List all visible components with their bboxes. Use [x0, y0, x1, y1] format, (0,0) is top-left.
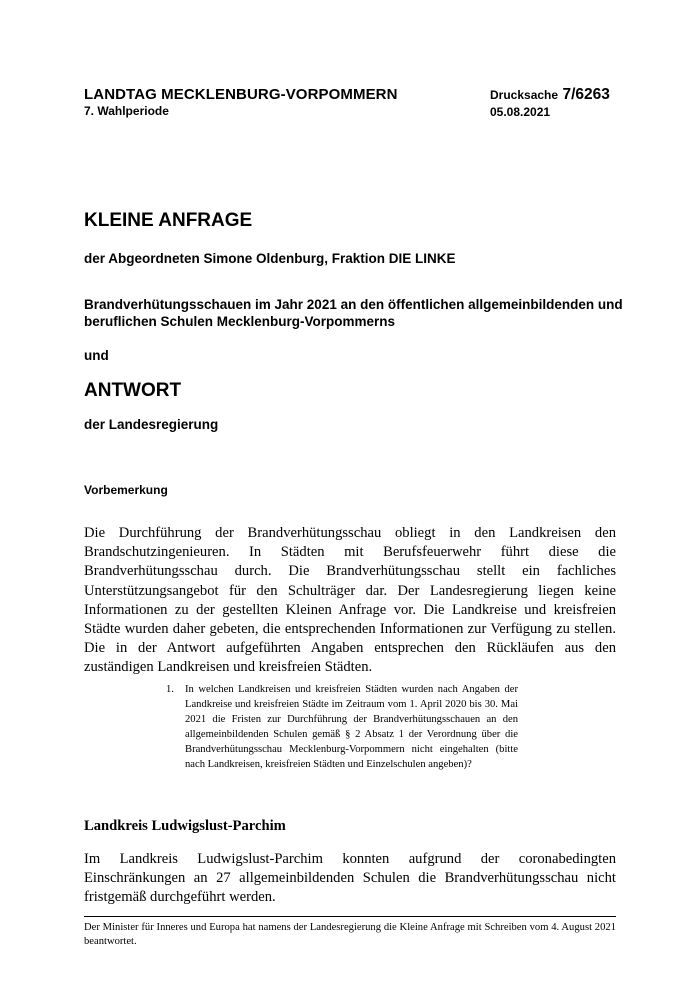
- question-text: In welchen Landkreisen und kreisfreien Städten wurden nach Angaben der Landkreise und kreisfreien Städte im Zeitraum vom 1. April 2020 bis 30. Mai 2021 die Fristen zur Durchführung der Brandverhütungsschauen an den allgemeinbildenden Schulen gemäß § 2 Absatz 1 der Verordnung über die Brandverhütungsschau Mecklenburg-Vorpommern nicht eingehalten (bitte nach Landkreisen, kreisfreien Städten und Einzelschulen angeben)?: [185, 684, 518, 770]
- document-type-heading: KLEINE ANFRAGE: [84, 210, 253, 231]
- answer-section-text: Im Landkreis Ludwigslust-Parchim konnten aufgrund der coronabedingten Einschränkungen an 27 allgemeinbildenden Schulen die Brandverhütungsschau nicht fristgemäß durchgeführt werden.: [84, 851, 616, 906]
- question-number: 1.: [166, 684, 174, 695]
- drucksache-number: 7/6263: [562, 86, 610, 103]
- header-right: [490, 86, 620, 119]
- document-date: 05.08.2021: [490, 105, 551, 119]
- preliminary-heading: Vorbemerkung: [84, 483, 168, 497]
- parliament-title: LANDTAG MECKLENBURG-VORPOMMERN: [84, 86, 398, 103]
- footnote-divider: [84, 916, 616, 917]
- header-left: [84, 86, 398, 118]
- drucksache-label: Drucksache: [490, 88, 559, 102]
- drucksache-line: [490, 86, 620, 104]
- answer-by-line: der Landesregierung: [84, 417, 219, 432]
- preliminary-text: Die Durchführung der Brandverhütungsschau obliegt in den Landkreisen den Brandschutzingenieuren. In Städten mit Berufsfeuerwehr führt diese die Brandverhütungsschau durch. Die Brandverhütungsschau stellt ein fachliches Unterstützungsangebot für den Schulträger dar. Der Landesregierung liegen keine Informationen zu der gestellten Kleinen Anfrage vor. Die Landkreise und kreisfreien Städte wurden daher gebeten, die entsprechenden Informationen zur Verfügung zu stellen. Die in der Antwort aufgeführten Angaben entsprechen den Rückläufen aus den zuständigen Landkreisen und kreisfreien Städten.: [84, 525, 616, 676]
- conjunction: und: [84, 348, 109, 363]
- author-line: der Abgeordneten Simone Oldenburg, Fraktion DIE LINKE: [84, 251, 456, 266]
- footnote-text: Der Minister für Inneres und Europa hat namens der Landesregierung die Kleine Anfrage mit Schreiben vom 4. August 2021 beantwortet.: [84, 922, 616, 948]
- answer-heading: ANTWORT: [84, 380, 182, 401]
- question-block: [166, 683, 518, 772]
- answer-section-heading: Landkreis Ludwigslust-Parchim: [84, 818, 286, 834]
- election-period: 7. Wahlperiode: [84, 104, 169, 118]
- subject-heading: Brandverhütungsschauen im Jahr 2021 an den öffentlichen allgemeinbildenden und beruflichen Schulen Mecklenburg-Vorpommerns: [84, 297, 623, 329]
